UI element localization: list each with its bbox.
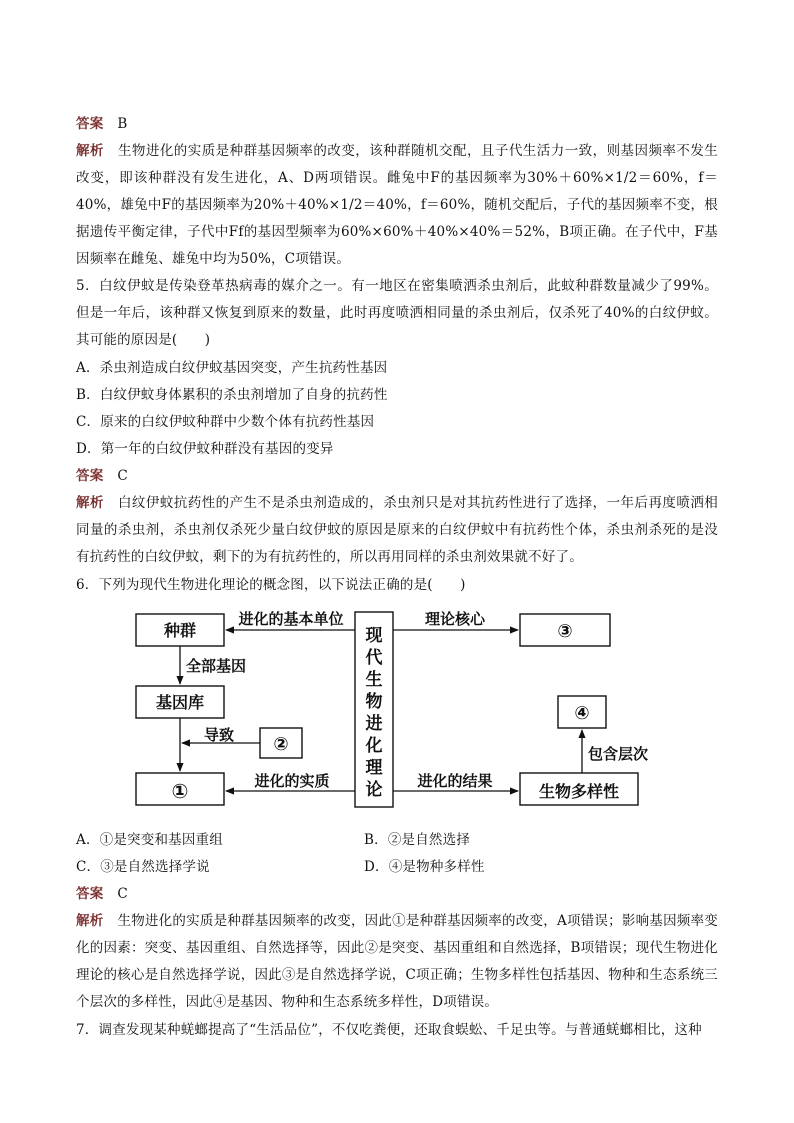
center-char: 生 — [365, 670, 383, 690]
edge-core: 理论核心 — [424, 610, 486, 628]
center-char: 论 — [365, 780, 383, 800]
answer-label: 答案 — [76, 468, 104, 484]
label-population: 种群 — [163, 621, 197, 640]
center-char: 理 — [365, 758, 383, 778]
answer-label: 答案 — [76, 886, 104, 902]
analysis-label: 解析 — [76, 143, 104, 159]
q7-stem: 7．调查发现某种蜣螂提高了“生活品位”，不仅吃粪便，还取食蜈蚣、千足虫等。与普通蜣螂相比，这种 — [76, 1022, 702, 1038]
edge-leads-to: 导致 — [204, 726, 235, 744]
q5-analysis-text: 白纹伊蚊抗药性的产生不是杀虫剂造成的，杀虫剂只是对其抗药性进行了选择，一年后再度喷洒相同量的杀虫剂，杀虫剂仅杀死少量白纹伊蚊的原因是原来的白纹伊蚊中有抗药性个体，杀虫剂杀死的是没有抗药性的白纹伊蚊，剩下的为有抗药性的，所以再用同样的杀虫剂效果就不好了。 — [76, 495, 718, 565]
q6-option-d: D．④是物种多样性 — [364, 859, 485, 875]
answer-label: 答案 — [76, 116, 104, 132]
q6-answer-line — [76, 881, 718, 908]
label-box-1: ① — [171, 779, 189, 803]
q6-stem: 6．下列为现代生物进化理论的概念图，以下说法正确的是( ) — [76, 577, 466, 593]
q6-analysis-text: 生物进化的实质是种群基因频率的改变，因此①是种群基因频率的改变，A项错误；影响基因频率变化的因素：突变、基因重组、自然选择等，因此②是突变、基因重组和自然选择，B项错误；现代生物进化理论的核心是自然选择学说，因此③是自然选择学说，C项正确；生物多样性包括基因、物种和生态系统三个层次的多样性，因此④是基因、物种和生态系统多样性，D项错误。 — [76, 913, 718, 1010]
center-char: 进 — [365, 714, 383, 734]
edge-result: 进化的结果 — [417, 772, 493, 790]
q6-answer-value: C — [117, 886, 128, 902]
center-char: 物 — [365, 692, 383, 712]
q5-answer-value: C — [117, 468, 128, 484]
analysis-label: 解析 — [76, 913, 104, 929]
q5-option-c: C．原来的白纹伊蚊种群中少数个体有抗药性基因 — [76, 414, 375, 430]
center-char: 代 — [365, 648, 383, 668]
q4-analysis-text: 生物进化的实质是种群基因频率的改变，该种群随机交配，且子代生活力一致，则基因频率不发生改变，即该种群没有发生进化，A、D两项错误。雌兔中F的基因频率为30%＋60%×1/2＝60%，f＝40%，雄兔中F的基因频率为20%＋40%×1/2＝40%，f＝60%，随机交配后，子代的基因频率不变，根据遗传平衡定律，子代中Ff的基因型频率为60%×60%＋40%×40%＝52%，B项正确。在子代中，F基因频率在雌兔、雄兔中均为50%，C项错误。 — [76, 143, 718, 267]
center-char: 现 — [365, 626, 383, 646]
q6-analysis — [76, 908, 718, 1016]
label-box-2: ② — [273, 734, 289, 755]
edge-includes-levels: 包含层次 — [588, 745, 649, 763]
edge-essence: 进化的实质 — [254, 772, 330, 790]
q6-option-b: B．②是自然选择 — [364, 832, 471, 848]
q4-answer-value: B — [117, 116, 128, 132]
q5-option-d: D．第一年的白纹伊蚊种群没有基因的变异 — [76, 441, 334, 457]
q5-option-a: A．杀虫剂造成白纹伊蚊基因突变，产生抗药性基因 — [76, 360, 388, 376]
edge-basic-unit: 进化的基本单位 — [238, 610, 344, 628]
edge-all-genes: 全部基因 — [186, 657, 247, 675]
analysis-label: 解析 — [76, 495, 104, 511]
q5-option-b: B．白纹伊蚊身体累积的杀虫剂增加了自身的抗药性 — [76, 387, 388, 403]
label-box-4: ④ — [574, 703, 590, 724]
q6-option-a: A．①是突变和基因重组 — [76, 832, 223, 848]
q5-stem: 5．白纹伊蚊是传染登革热病毒的媒介之一。有一地区在密集喷洒杀虫剂后，此蚊种群数量减少了99%。但是一年后，该种群又恢复到原来的数量，此时再度喷洒相同量的杀虫剂后，仅杀死了40%的白纹伊蚊。其可能的原因是( ) — [76, 278, 718, 348]
center-title — [365, 626, 384, 800]
center-char: 化 — [365, 736, 383, 756]
label-box-3: ③ — [557, 621, 573, 642]
label-biodiversity: 生物多样性 — [538, 782, 620, 801]
q6-option-c: C．③是自然选择学说 — [76, 859, 210, 875]
label-gene-pool: 基因库 — [155, 693, 205, 712]
